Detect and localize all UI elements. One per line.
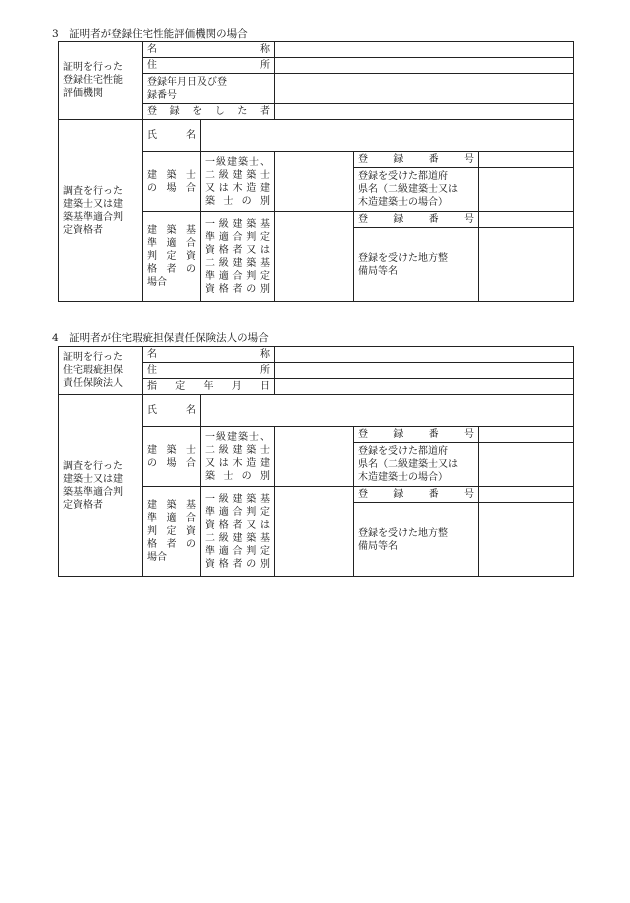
inspector-name-label-4: 氏 名 bbox=[143, 395, 201, 427]
inspector-group-label: 調査を行った 建築士又は建 築基準適合判 定資格者 bbox=[59, 120, 143, 302]
org-group-label: 証明を行った 登録住宅性能 評価機関 bbox=[59, 42, 143, 120]
architect-class-field-4[interactable] bbox=[275, 427, 354, 487]
section3-heading: 3 証明者が登録住宅性能評価機関の場合 bbox=[52, 28, 248, 40]
bureau-field[interactable] bbox=[479, 228, 574, 302]
org-name-label: 名 称 bbox=[143, 42, 275, 58]
prefecture-field-4[interactable] bbox=[479, 443, 574, 487]
org-address-label: 住 所 bbox=[143, 58, 275, 74]
architect-reg-number-label: 登 録 番 号 bbox=[354, 152, 479, 168]
architect-class-label: 一級建築士、 二級建築士 又は木造建 築士の別 bbox=[201, 152, 275, 212]
judge-case-label-4: 建築基 準適合 判定資 格者の 場合 bbox=[143, 487, 201, 577]
inspector-name-field-4[interactable] bbox=[201, 395, 574, 427]
insurer-group-label: 証明を行った 住宅瑕疵担保 責任保険法人 bbox=[59, 347, 143, 395]
bureau-label-4: 登録を受けた地方整 備局等名 bbox=[354, 503, 479, 577]
architect-reg-number-field-4[interactable] bbox=[479, 427, 574, 443]
architect-reg-number-field[interactable] bbox=[479, 152, 574, 168]
judge-class-field-4[interactable] bbox=[275, 487, 354, 577]
judge-reg-number-field[interactable] bbox=[479, 212, 574, 228]
org-address-field[interactable] bbox=[275, 58, 574, 74]
judge-reg-number-label-4: 登 録 番 号 bbox=[354, 487, 479, 503]
registrant-label: 登 録 を し た 者 bbox=[143, 104, 275, 120]
org-reg-date-label: 登録年月日及び登 録番号 bbox=[143, 74, 275, 104]
insurer-name-field[interactable] bbox=[275, 347, 574, 363]
section4-heading: 4 証明者が住宅瑕疵担保責任保険法人の場合 bbox=[52, 332, 269, 344]
judge-reg-number-field-4[interactable] bbox=[479, 487, 574, 503]
prefecture-label-4: 登録を受けた都道府 県名（二級建築士又は 木造建築士の場合） bbox=[354, 443, 479, 487]
architect-reg-number-label-4: 登 録 番 号 bbox=[354, 427, 479, 443]
inspector-group-label-4: 調査を行った 建築士又は建 築基準適合判 定資格者 bbox=[59, 395, 143, 577]
bureau-field-4[interactable] bbox=[479, 503, 574, 577]
prefecture-field[interactable] bbox=[479, 168, 574, 212]
registrant-field[interactable] bbox=[275, 104, 574, 120]
architect-class-label-4: 一級建築士、 二級建築士 又は木造建 築士の別 bbox=[201, 427, 275, 487]
insurer-address-field[interactable] bbox=[275, 363, 574, 379]
org-reg-date-field[interactable] bbox=[275, 74, 574, 104]
prefecture-label: 登録を受けた都道府 県名（二級建築士又は 木造建築士の場合） bbox=[354, 168, 479, 212]
architect-class-field[interactable] bbox=[275, 152, 354, 212]
judge-class-field[interactable] bbox=[275, 212, 354, 302]
architect-case-label: 建 築 士 の 場 合 bbox=[143, 152, 201, 212]
designation-date-field[interactable] bbox=[275, 379, 574, 395]
architect-case-label-4: 建 築 士 の 場 合 bbox=[143, 427, 201, 487]
insurer-name-label: 名 称 bbox=[143, 347, 275, 363]
org-name-field[interactable] bbox=[275, 42, 574, 58]
section3-table bbox=[58, 41, 574, 302]
insurer-address-label: 住 所 bbox=[143, 363, 275, 379]
judge-case-label: 建築基 準適合 判定資 格者の 場合 bbox=[143, 212, 201, 302]
inspector-name-field[interactable] bbox=[201, 120, 574, 152]
bureau-label: 登録を受けた地方整 備局等名 bbox=[354, 228, 479, 302]
judge-reg-number-label: 登 録 番 号 bbox=[354, 212, 479, 228]
judge-class-label: 一級建築基 準適合判定 資格者又は 二級建築基 準適合判定 資格者の別 bbox=[201, 212, 275, 302]
section4-table bbox=[58, 346, 574, 577]
judge-class-label-4: 一級建築基 準適合判定 資格者又は 二級建築基 準適合判定 資格者の別 bbox=[201, 487, 275, 577]
inspector-name-label: 氏 名 bbox=[143, 120, 201, 152]
designation-date-label: 指 定 年 月 日 bbox=[143, 379, 275, 395]
